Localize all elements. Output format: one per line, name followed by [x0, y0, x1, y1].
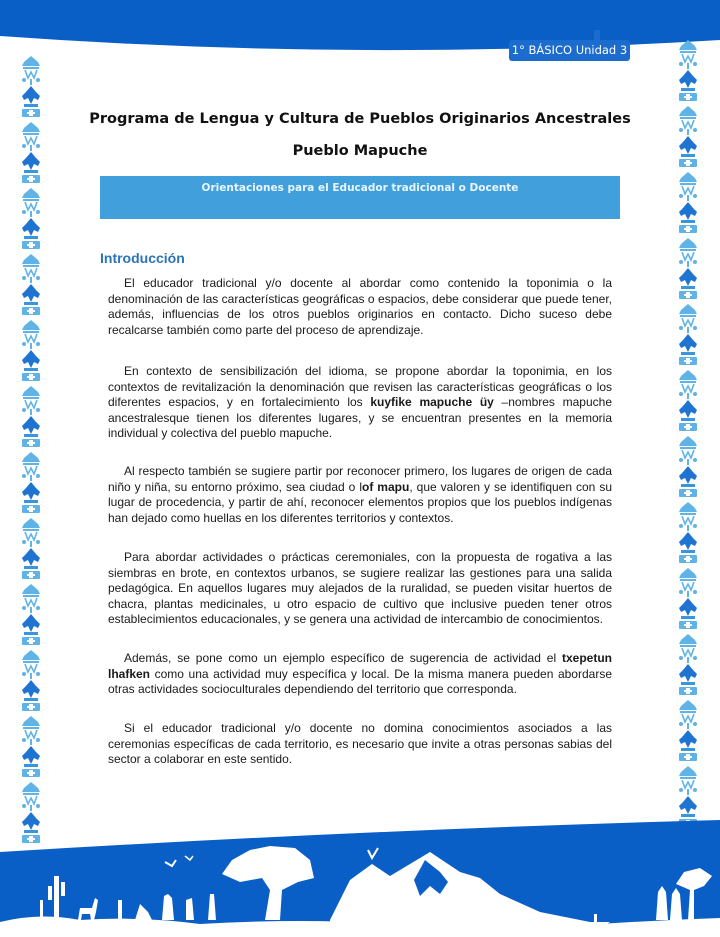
paragraph-4: Para abordar actividades o prácticas ceremoniales, con la propuesta de rogativa a las siembras en brote, en contextos urbanos, se sugiere realizar las gestiones para una salida pedagógica. En aquellos lugares muy alejados de la ruralidad, se pueden visitar huertos de chacra, plantas medicinales, u otro espacio de cultivo que inclusive pueden tener otros establecimientos educacionales, y se genera una actividad de intercambio de conocimientos.: [108, 550, 612, 627]
document-subtitle: Pueblo Mapuche: [292, 143, 428, 159]
section-heading: Introducción: [100, 250, 185, 266]
term-lof-mapu: of mapu: [362, 479, 410, 494]
term-kuyfike-mapuche-uy: kuyfike mapuche üy: [370, 395, 494, 410]
landscape-silhouette-icon: [0, 820, 720, 932]
unit-badge: 1° BÁSICO Unidad 3: [509, 40, 630, 61]
section-banner: [100, 176, 620, 219]
paragraph-5: Además, se pone como un ejemplo específico de sugerencia de actividad el txepetun lhafken como una actividad muy específica y local. De la misma manera pueden abordarse otras actividades socioculturales dependiendo del territorio que corresponda.: [108, 651, 612, 697]
term-txepetun-lhafken: txepetun lhafken: [108, 651, 612, 681]
left-border-motif-icon: [20, 56, 42, 846]
document-title: Programa de Lengua y Cultura de Pueblos Originarios Ancestrales: [89, 111, 631, 127]
section-banner-label: Orientaciones para el Educador tradicional o Docente: [201, 182, 519, 194]
paragraph-6: Si el educador tradicional y/o docente no domina conocimientos asociados a las ceremonias específicas de cada territorio, es necesario que invite a otras personas sabias del sector a colaborar en este sentido.: [108, 721, 612, 767]
paragraph-3: Al respecto también se sugiere partir por reconocer primero, los lugares de origen de cada niño y niña, su entorno próximo, sea ciudad o lof mapu, que valoren y se identifiquen con su lugar de procedencia, y partir de ahí, reconocer elementos propios que los pueblos indígenas han dejado como huellas en los diferentes territorios y contextos.: [108, 464, 612, 525]
paragraph-2: En contexto de sensibilización del idioma, se propone abordar la toponimia, en los contextos de revitalización la denominación que revisen las características geográficas o los diferentes espacios, y en fortalecimiento los kuyfike mapuche üy –nombres mapuche ancestralesque tienen los diferentes lugares, y se encuentran presentes en la memoria individual y colectiva del pueblo mapuche.: [108, 364, 612, 441]
paragraph-1: El educador tradicional y/o docente al abordar como contenido la toponimia o la denominación de las características geográficas o espacios, debe considerar que puede tener, además, influencias de los otros pueblos originarios en contacto. Dicho suceso debe recalcarse también como parte del proceso de aprendizaje.: [108, 276, 612, 337]
